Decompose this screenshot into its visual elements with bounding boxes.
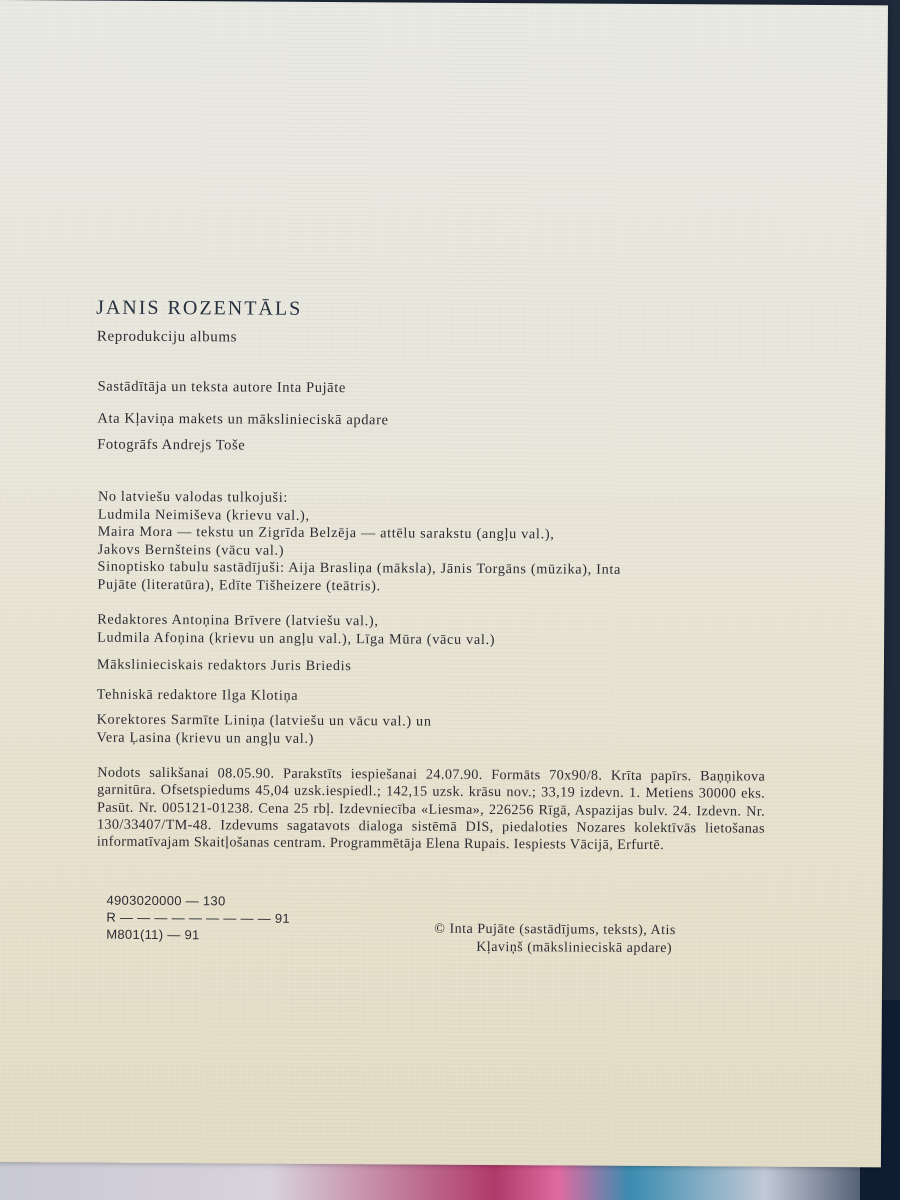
catalog-code-line: 4903020000 — 130: [106, 892, 226, 909]
book-subtitle: Reprodukciju albums: [96, 328, 238, 346]
translators-line: Ludmila Neimiševa (krievu val.),: [97, 506, 310, 524]
art-editor-text: Mākslinieciskais redaktors Juris Briedis: [96, 656, 352, 675]
catalog-code-line: M801(11) — 91: [106, 926, 200, 943]
copyright-notice: [434, 921, 676, 958]
book-title: JANIS ROZENTĀLS: [96, 296, 303, 320]
editors-block: [97, 612, 495, 650]
credit-photographer: Fotogrāfs Andrejs Toše: [97, 436, 246, 454]
tech-editor-text: Tehniskā redaktore Ilga Klotiņa: [96, 686, 299, 704]
catalog-code-line: R — — — — — — — — — 91: [106, 909, 291, 926]
proofreaders-block: [96, 712, 431, 749]
translators-line: No latviešu valodas tulkojuši:: [97, 488, 289, 506]
tech-editor: [97, 687, 299, 706]
imprint-paragraph: Nodots salikšanai 08.05.90. Parakstīts iespiešanai 24.07.90. Formāts 70x90/8. Krīta papīrs. Baņņikova garnitūra. Ofsetspiedums 45,04 uzsk.iespiedl.; 142,15 uzsk. krāsu nov.; 33,19 izdevn. 1. Metiens 30000 eks. Pasūt. Nr. 005121-01238. Cena 25 rbļ. Izdevniecība «Liesma», 226256 Rīgā, Aspazijas bulv. 24. Izdevn. Nr. 130/33407/TM-48. Izdevums sagatavots dialoga sistēmā DIS, piedaloties Nozares kolektīvās lietošanas informatīvajam Skaitļošanas centram. Programmētāja Elena Rupais. Iespiests Vācijā, Erfurtē.: [96, 764, 766, 854]
translators-line: Pujāte (literatūra), Edīte Tišheizere (teātris).: [97, 576, 381, 595]
credit-design: Ata Kļaviņa makets un mākslinieciskā apdare: [97, 410, 389, 429]
proofreaders-line: Korektores Sarmīte Liniņa (latviešu un vācu val.) un: [96, 711, 432, 730]
editors-line: Ludmila Afoņina (krievu un angļu val.), Līga Mūra (vācu val.): [97, 629, 496, 648]
translators-line: Jakovs Bernšteins (vācu val.): [97, 541, 285, 559]
translators-line: Sinoptisko tabulu sastādījuši: Aija Brasliņa (māksla), Jānis Torgāns (mūzika), Inta: [97, 558, 622, 579]
proofreaders-line: Vera Ļasina (krievu un angļu val.): [96, 729, 315, 747]
credit-compiler: Sastādītāja un teksta autore Inta Pujāte: [97, 378, 346, 397]
translators-line: Maira Mora — tekstu un Zigrīda Belzēja — attēlu sarakstu (angļu val.),: [97, 523, 555, 543]
catalog-codes: [106, 892, 290, 944]
translators-block: [97, 489, 621, 598]
copyright-line: © Inta Pujāte (sastādījums, teksts), Atis: [434, 921, 676, 939]
editors-line: Redaktores Antoņina Brīvere (latviešu val.),: [97, 611, 379, 630]
copyright-line: Kļaviņš (mākslinieciskā apdare): [476, 939, 673, 957]
art-editor: [97, 657, 352, 676]
